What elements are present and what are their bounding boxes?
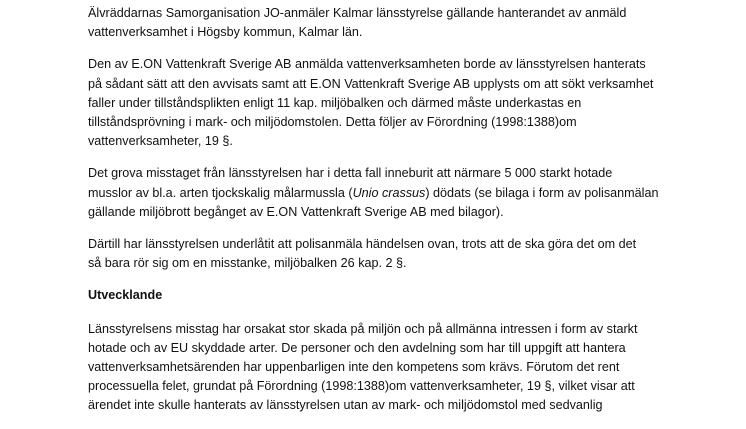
text-line: Det grova misstaget från länsstyrelsen har i detta fall inneburit att närmare 5 000 starkt hotade: [88, 166, 613, 181]
text-line: vattenverksamhetsärenden har uppenbarligen inte den kompetens som krävs. Förutom det rent: [88, 360, 620, 375]
text-segment: ) dödats (se bilaga i form av polisanmälan: [425, 185, 659, 200]
text-line: Älvräddarnas Samorganisation JO-anmäler Kalmar länsstyrelse gällande hanterandet av anmäld: [88, 6, 627, 20]
text-line: vattenverksamheter, 19 §.: [88, 134, 233, 149]
paragraph-development: [88, 320, 663, 416]
text-line: Den av E.ON Vattenkraft Sverige AB anmälda vattenverksamheten borde av länsstyrelsen hanterats: [88, 57, 646, 72]
text-line: Därtill har länsstyrelsen underlåtit att polisanmäla händelsen ovan, trots att de ska göra det om det: [88, 237, 637, 252]
text-line: Länsstyrelsens misstag har orsakat stor skada på miljön och på allmänna intressen i form av starkt: [88, 321, 638, 336]
text-line: hotade och av EU skyddade arter. De personer och den avdelning som har till uppgift att hantera: [88, 340, 626, 355]
section-heading: Utvecklande: [88, 288, 163, 303]
text-line: ärendet inte skulle hanterats av länsstyrelsen utan av mark- och miljödomstol med sedvanlig: [88, 398, 603, 413]
species-name: Unio crassus: [352, 185, 426, 200]
text-line: faller under tillståndsplikten enligt 11 kap. miljöbalken och därmed måste underkastas en: [88, 95, 582, 110]
text-line: på sådant sätt att den avvisats samt att E.ON Vattenkraft Sverige AB upplysts om att sökt verksamhet: [88, 76, 654, 91]
paragraph-intro: [88, 4, 663, 42]
paragraph-mistake: [88, 164, 663, 222]
text-line: vattenverksamhet i Högsby kommun, Kalmar län.: [88, 25, 363, 40]
text-line: [88, 184, 663, 203]
text-line: processuella felet, grundat på Förordning (1998:1388)om vattenverksamheter, 19 §, vilket visar att: [88, 379, 635, 394]
paragraph-handling: [88, 55, 663, 151]
paragraph-police-report: [88, 235, 663, 273]
document-page: [88, 4, 663, 429]
text-line: så bara rör sig om en misstanke, miljöbalken 26 kap. 2 §.: [88, 256, 407, 271]
text-segment: musslor av bl.a. arten tjockskalig målarmussla (: [88, 185, 353, 200]
text-line: gällande miljöbrott begånget av E.ON Vattenkraft Sverige AB med bilagor).: [88, 204, 504, 219]
text-line: tillståndsprövning i mark- och miljödomstolen. Detta följer av Förordning (1998:1388)om: [88, 115, 577, 130]
